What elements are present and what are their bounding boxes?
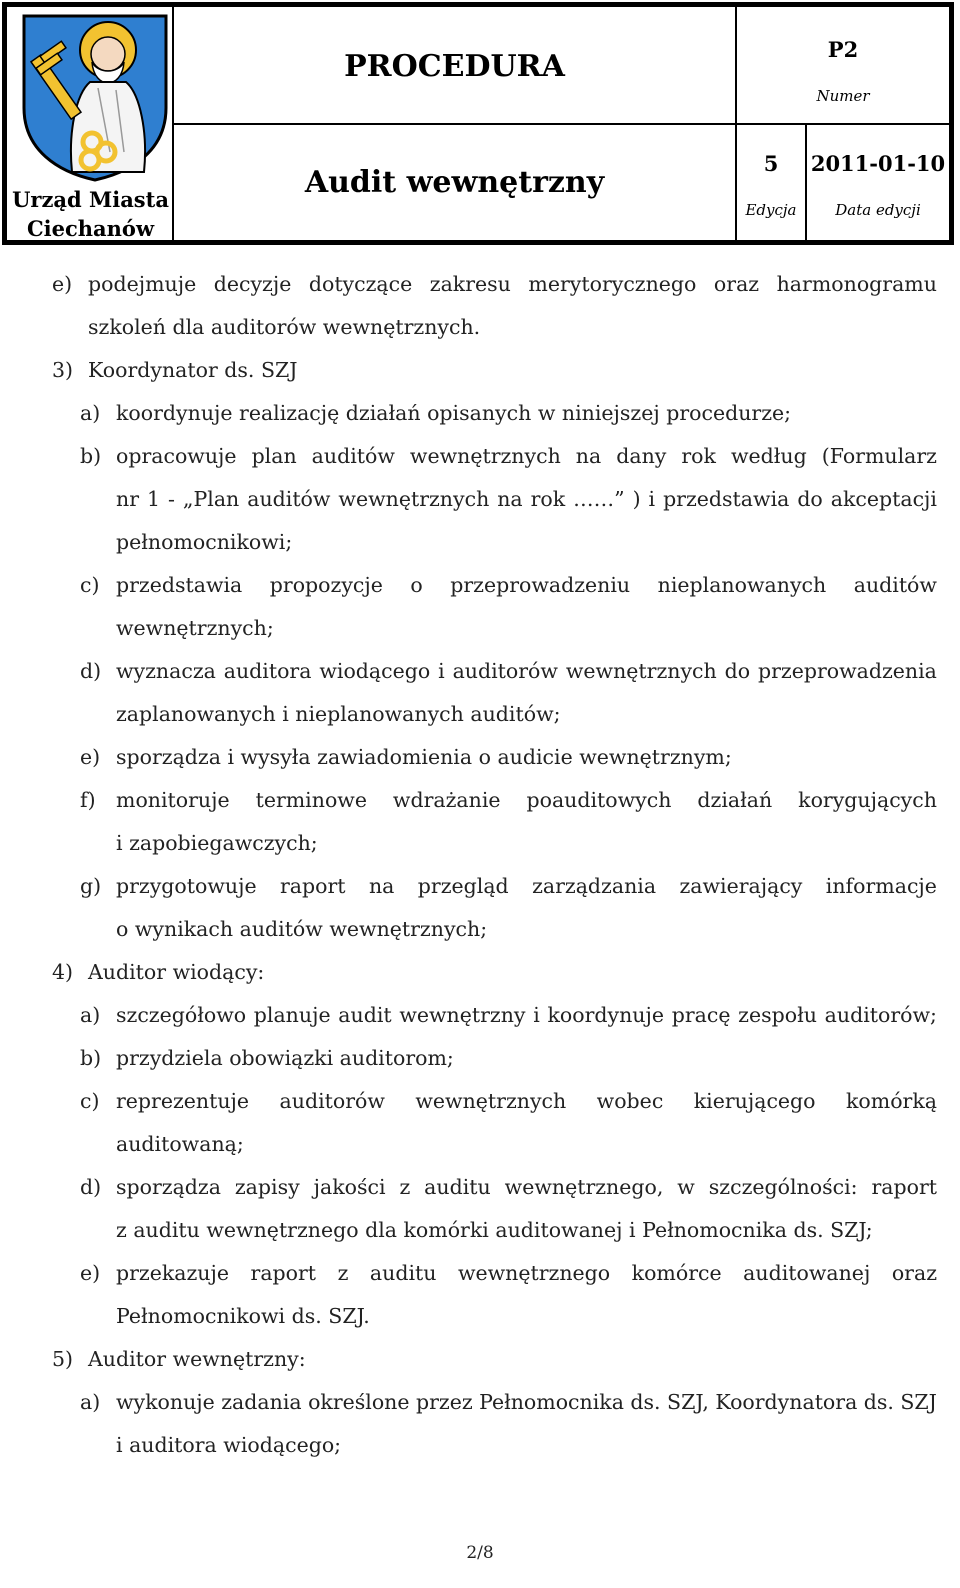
list-marker: e) — [80, 1261, 101, 1285]
line-text: przygotowuje raport na przegląd zarządzania zawierający informacje — [116, 874, 937, 898]
edition-cell — [737, 125, 807, 240]
line-text: przedstawia propozycje o przeprowadzeniu nieplanowanych auditów — [116, 573, 937, 597]
date-value: 2011-01-10 — [810, 151, 946, 176]
text-line — [0, 521, 960, 564]
list-marker: f) — [80, 788, 96, 812]
line-text: monitoruje terminowe wdrażanie poauditowych działań korygujących — [116, 788, 937, 812]
list-marker: e) — [80, 745, 101, 769]
date-caption: Data edycji — [835, 201, 921, 219]
list-marker: g) — [80, 874, 102, 898]
list-marker: d) — [80, 1175, 102, 1199]
text-line — [0, 908, 960, 951]
text-line — [0, 693, 960, 736]
list-marker: e) — [52, 272, 73, 296]
line-text: przydziela obowiązki auditorom; — [116, 1046, 454, 1070]
list-marker: b) — [80, 444, 102, 468]
list-marker: b) — [80, 1046, 102, 1070]
text-line — [0, 865, 960, 908]
text-line — [0, 650, 960, 693]
coat-of-arms-logo — [20, 12, 170, 182]
line-text: o wynikach auditów wewnętrznych; — [116, 917, 488, 941]
text-line — [0, 1037, 960, 1080]
text-line — [0, 736, 960, 779]
line-text: i auditora wiodącego; — [116, 1433, 342, 1457]
line-text: koordynuje realizację działań opisanych w niniejszej procedurze; — [116, 401, 792, 425]
line-text: nr 1 - „Plan auditów wewnętrznych na rok ……” ) i przedstawia do akceptacji — [116, 487, 937, 511]
doc-type-cell — [174, 7, 737, 125]
line-text: wyznacza auditora wiodącego i auditorów wewnętrznych do przeprowadzenia — [116, 659, 937, 683]
list-marker: c) — [80, 573, 100, 597]
line-text: szkoleń dla auditorów wewnętrznych. — [88, 315, 481, 339]
line-text: zaplanowanych i nieplanowanych auditów; — [116, 702, 561, 726]
text-line — [0, 263, 960, 306]
line-text: wykonuje zadania określone przez Pełnomocnika ds. SZJ, Koordynatora ds. SZJ — [116, 1390, 937, 1414]
list-marker: 5) — [52, 1347, 74, 1371]
line-text: i zapobiegawczych; — [116, 831, 318, 855]
text-line — [0, 1381, 960, 1424]
edition-caption: Edycja — [745, 201, 797, 219]
text-line — [0, 392, 960, 435]
text-line — [0, 1080, 960, 1123]
line-text: sporządza zapisy jakości z auditu wewnętrznego, w szczególności: raport — [116, 1175, 937, 1199]
list-marker: a) — [80, 401, 101, 425]
text-line — [0, 1252, 960, 1295]
text-line — [0, 306, 960, 349]
doc-title-cell — [174, 125, 737, 240]
line-text: reprezentuje auditorów wewnętrznych wobec kierującego komórką — [116, 1089, 937, 1113]
text-line — [0, 349, 960, 392]
doc-type: PROCEDURA — [344, 49, 565, 84]
line-text: szczegółowo planuje audit wewnętrzny i koordynuje pracę zespołu auditorów; — [116, 1003, 937, 1027]
line-text: przekazuje raport z auditu wewnętrznego komórce auditowanej oraz — [116, 1261, 937, 1285]
text-line — [0, 994, 960, 1037]
text-line — [0, 607, 960, 650]
text-line — [0, 1424, 960, 1467]
text-line — [0, 478, 960, 521]
text-line — [0, 1166, 960, 1209]
number-value: P2 — [827, 37, 859, 62]
line-text: Auditor wiodący: — [88, 960, 265, 984]
text-line — [0, 951, 960, 994]
line-text: Pełnomocnikowi ds. SZJ. — [116, 1304, 370, 1328]
list-marker: 4) — [52, 960, 74, 984]
line-text: sporządza i wysyła zawiadomienia o audicie wewnętrznym; — [116, 745, 732, 769]
text-line — [0, 1295, 960, 1338]
list-marker: a) — [80, 1390, 101, 1414]
page-number: 2/8 — [466, 1543, 494, 1563]
text-line — [0, 779, 960, 822]
text-line — [0, 564, 960, 607]
date-cell — [807, 125, 949, 240]
list-marker: 3) — [52, 358, 74, 382]
line-text: Koordynator ds. SZJ — [88, 358, 298, 382]
text-line — [0, 1338, 960, 1381]
line-text: opracowuje plan auditów wewnętrznych na dany rok według (Formularz — [116, 444, 937, 468]
number-cell — [737, 7, 949, 125]
line-text: pełnomocnikowi; — [116, 530, 293, 554]
document-header — [2, 2, 954, 245]
list-marker: a) — [80, 1003, 101, 1027]
office-name-line-1: Urząd Miasta — [12, 187, 169, 212]
logo-cell — [7, 7, 174, 240]
text-line — [0, 435, 960, 478]
office-name-line-2: Ciechanów — [26, 216, 155, 241]
edition-value: 5 — [763, 151, 779, 176]
line-text: wewnętrznych; — [116, 616, 274, 640]
list-marker: c) — [80, 1089, 100, 1113]
text-line — [0, 1123, 960, 1166]
doc-title: Audit wewnętrzny — [304, 165, 605, 200]
text-line — [0, 1209, 960, 1252]
line-text: auditowaną; — [116, 1132, 244, 1156]
line-text: Auditor wewnętrzny: — [88, 1347, 306, 1371]
text-line — [0, 822, 960, 865]
number-caption: Numer — [816, 87, 870, 105]
line-text: podejmuje decyzje dotyczące zakresu merytorycznego oraz harmonogramu — [88, 272, 937, 296]
line-text: z auditu wewnętrznego dla komórki auditowanej i Pełnomocnika ds. SZJ; — [116, 1218, 873, 1242]
list-marker: d) — [80, 659, 102, 683]
office-name — [7, 185, 174, 243]
